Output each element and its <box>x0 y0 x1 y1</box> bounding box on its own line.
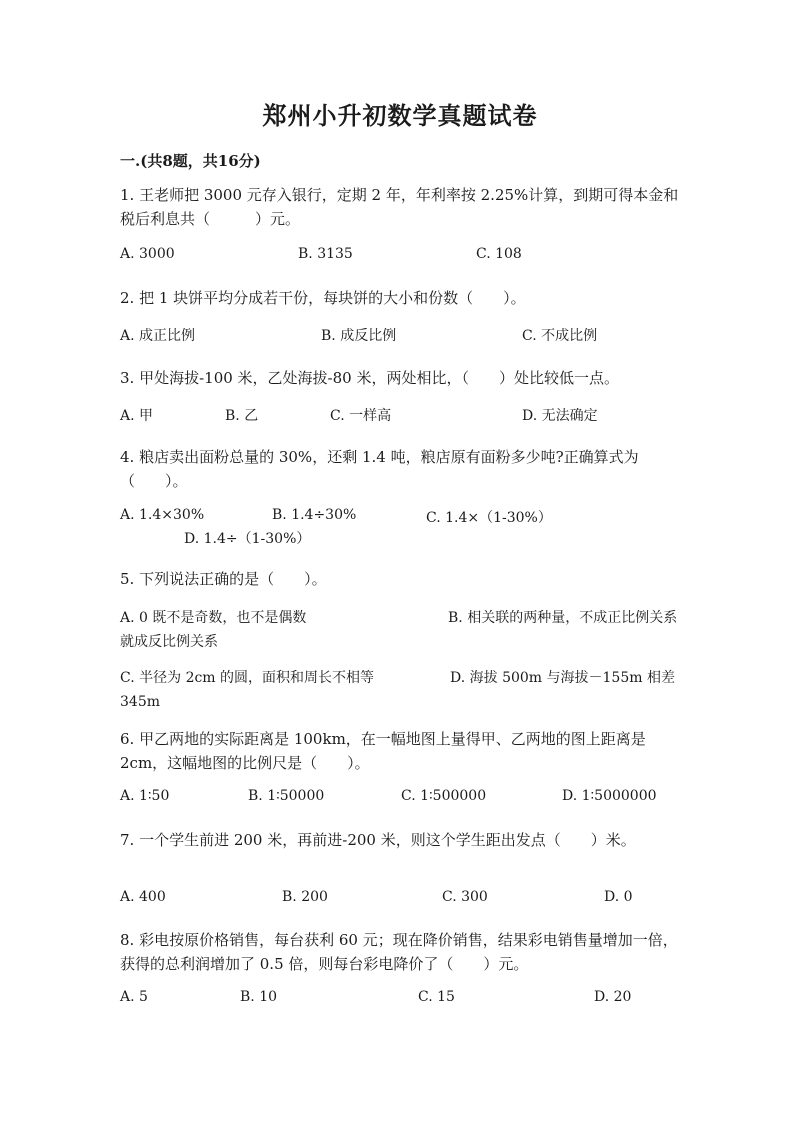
question-5: 5. 下列说法正确的是（ ）。 <box>120 570 327 588</box>
question-8: 8. 彩电按原价格销售，每台获利 60 元；现在降价销售，结果彩电销售量增加一倍，获得的总利润增加了 0.5 倍，则每台彩电降价了（ ）元。 <box>120 931 678 973</box>
question-4: 4. 粮店卖出面粉总量的 30%，还剩 1.4 吨，粮店原有面粉多少吨?正确算式为（ ）。 <box>120 448 639 490</box>
option-d[interactable]: D. 0 <box>604 889 633 905</box>
option-b[interactable]: B. 3135 <box>298 246 353 262</box>
option-c[interactable]: C. 108 <box>476 246 522 262</box>
option-d[interactable]: D. 1∶5000000 <box>562 788 657 804</box>
options-q5-row2 <box>120 666 680 714</box>
options-q3 <box>120 405 680 429</box>
option-c[interactable]: C. 半径为 2cm 的圆，面积和周长不相等 <box>120 670 375 686</box>
options-q2 <box>120 325 680 349</box>
option-a[interactable]: A. 5 <box>120 989 148 1005</box>
option-a[interactable]: A. 1∶50 <box>120 788 170 804</box>
options-q8 <box>120 989 680 1013</box>
option-b[interactable]: B. 200 <box>282 889 328 905</box>
options-q5-row1 <box>120 606 680 654</box>
option-a[interactable]: A. 成正比例 <box>120 328 196 344</box>
option-c[interactable]: C. 一样高 <box>330 408 392 424</box>
option-c[interactable]: C. 300 <box>442 889 488 905</box>
option-b[interactable]: B. 1∶50000 <box>248 788 325 804</box>
option-d[interactable]: D. 20 <box>594 989 632 1005</box>
option-b[interactable]: B. 乙 <box>225 408 259 424</box>
options-q6 <box>120 788 680 812</box>
option-b[interactable]: B. 1.4÷30% <box>272 507 357 523</box>
option-a[interactable]: A. 甲 <box>120 408 154 424</box>
question-7: 7. 一个学生前进 200 米，再前进-200 米，则这个学生距出发点（ ）米。 <box>120 831 636 849</box>
option-b[interactable]: B. 相关联的两种量，不成正比例关系就成反比例关系 <box>120 610 678 650</box>
page-title: 郑州小升初数学真题试卷 <box>262 101 538 130</box>
option-d[interactable]: D. 无法确定 <box>522 408 598 424</box>
option-b[interactable]: B. 成反比例 <box>321 328 397 344</box>
option-a[interactable]: A. 0 既不是奇数，也不是偶数 <box>120 610 307 626</box>
option-c[interactable]: C. 1.4×（1-30%） <box>426 510 552 526</box>
option-b[interactable]: B. 10 <box>240 989 278 1005</box>
option-d[interactable]: D. 1.4÷（1-30%） <box>184 531 311 547</box>
question-2: 2. 把 1 块饼平均分成若干份，每块饼的大小和份数（ ）。 <box>120 289 526 307</box>
option-a[interactable]: A. 400 <box>120 889 166 905</box>
question-6: 6. 甲乙两地的实际距离是 100km，在一幅地图上量得甲、乙两地的图上距离是 2cm，这幅地图的比例尺是（ ）。 <box>120 730 646 772</box>
option-c[interactable]: C. 15 <box>418 989 455 1005</box>
options-q7 <box>120 889 680 913</box>
section-heading: 一.(共8题，共16分) <box>120 152 261 170</box>
option-a[interactable]: A. 1.4×30% <box>120 507 205 523</box>
option-c[interactable]: C. 不成比例 <box>522 328 598 344</box>
question-1: 1. 王老师把 3000 元存入银行，定期 2 年，年利率按 2.25%计算，到期可得本金和税后利息共（ ）元。 <box>120 186 679 228</box>
option-d[interactable]: D. 海拔 500m 与海拔－155m 相差 345m <box>120 670 675 710</box>
option-a[interactable]: A. 3000 <box>120 246 175 262</box>
options-q4-row2 <box>120 528 680 552</box>
option-c[interactable]: C. 1∶500000 <box>401 788 487 804</box>
question-3: 3. 甲处海拔-100 米，乙处海拔-80 米，两处相比，（ ）处比较低一点。 <box>120 369 619 387</box>
options-q1 <box>120 246 680 270</box>
